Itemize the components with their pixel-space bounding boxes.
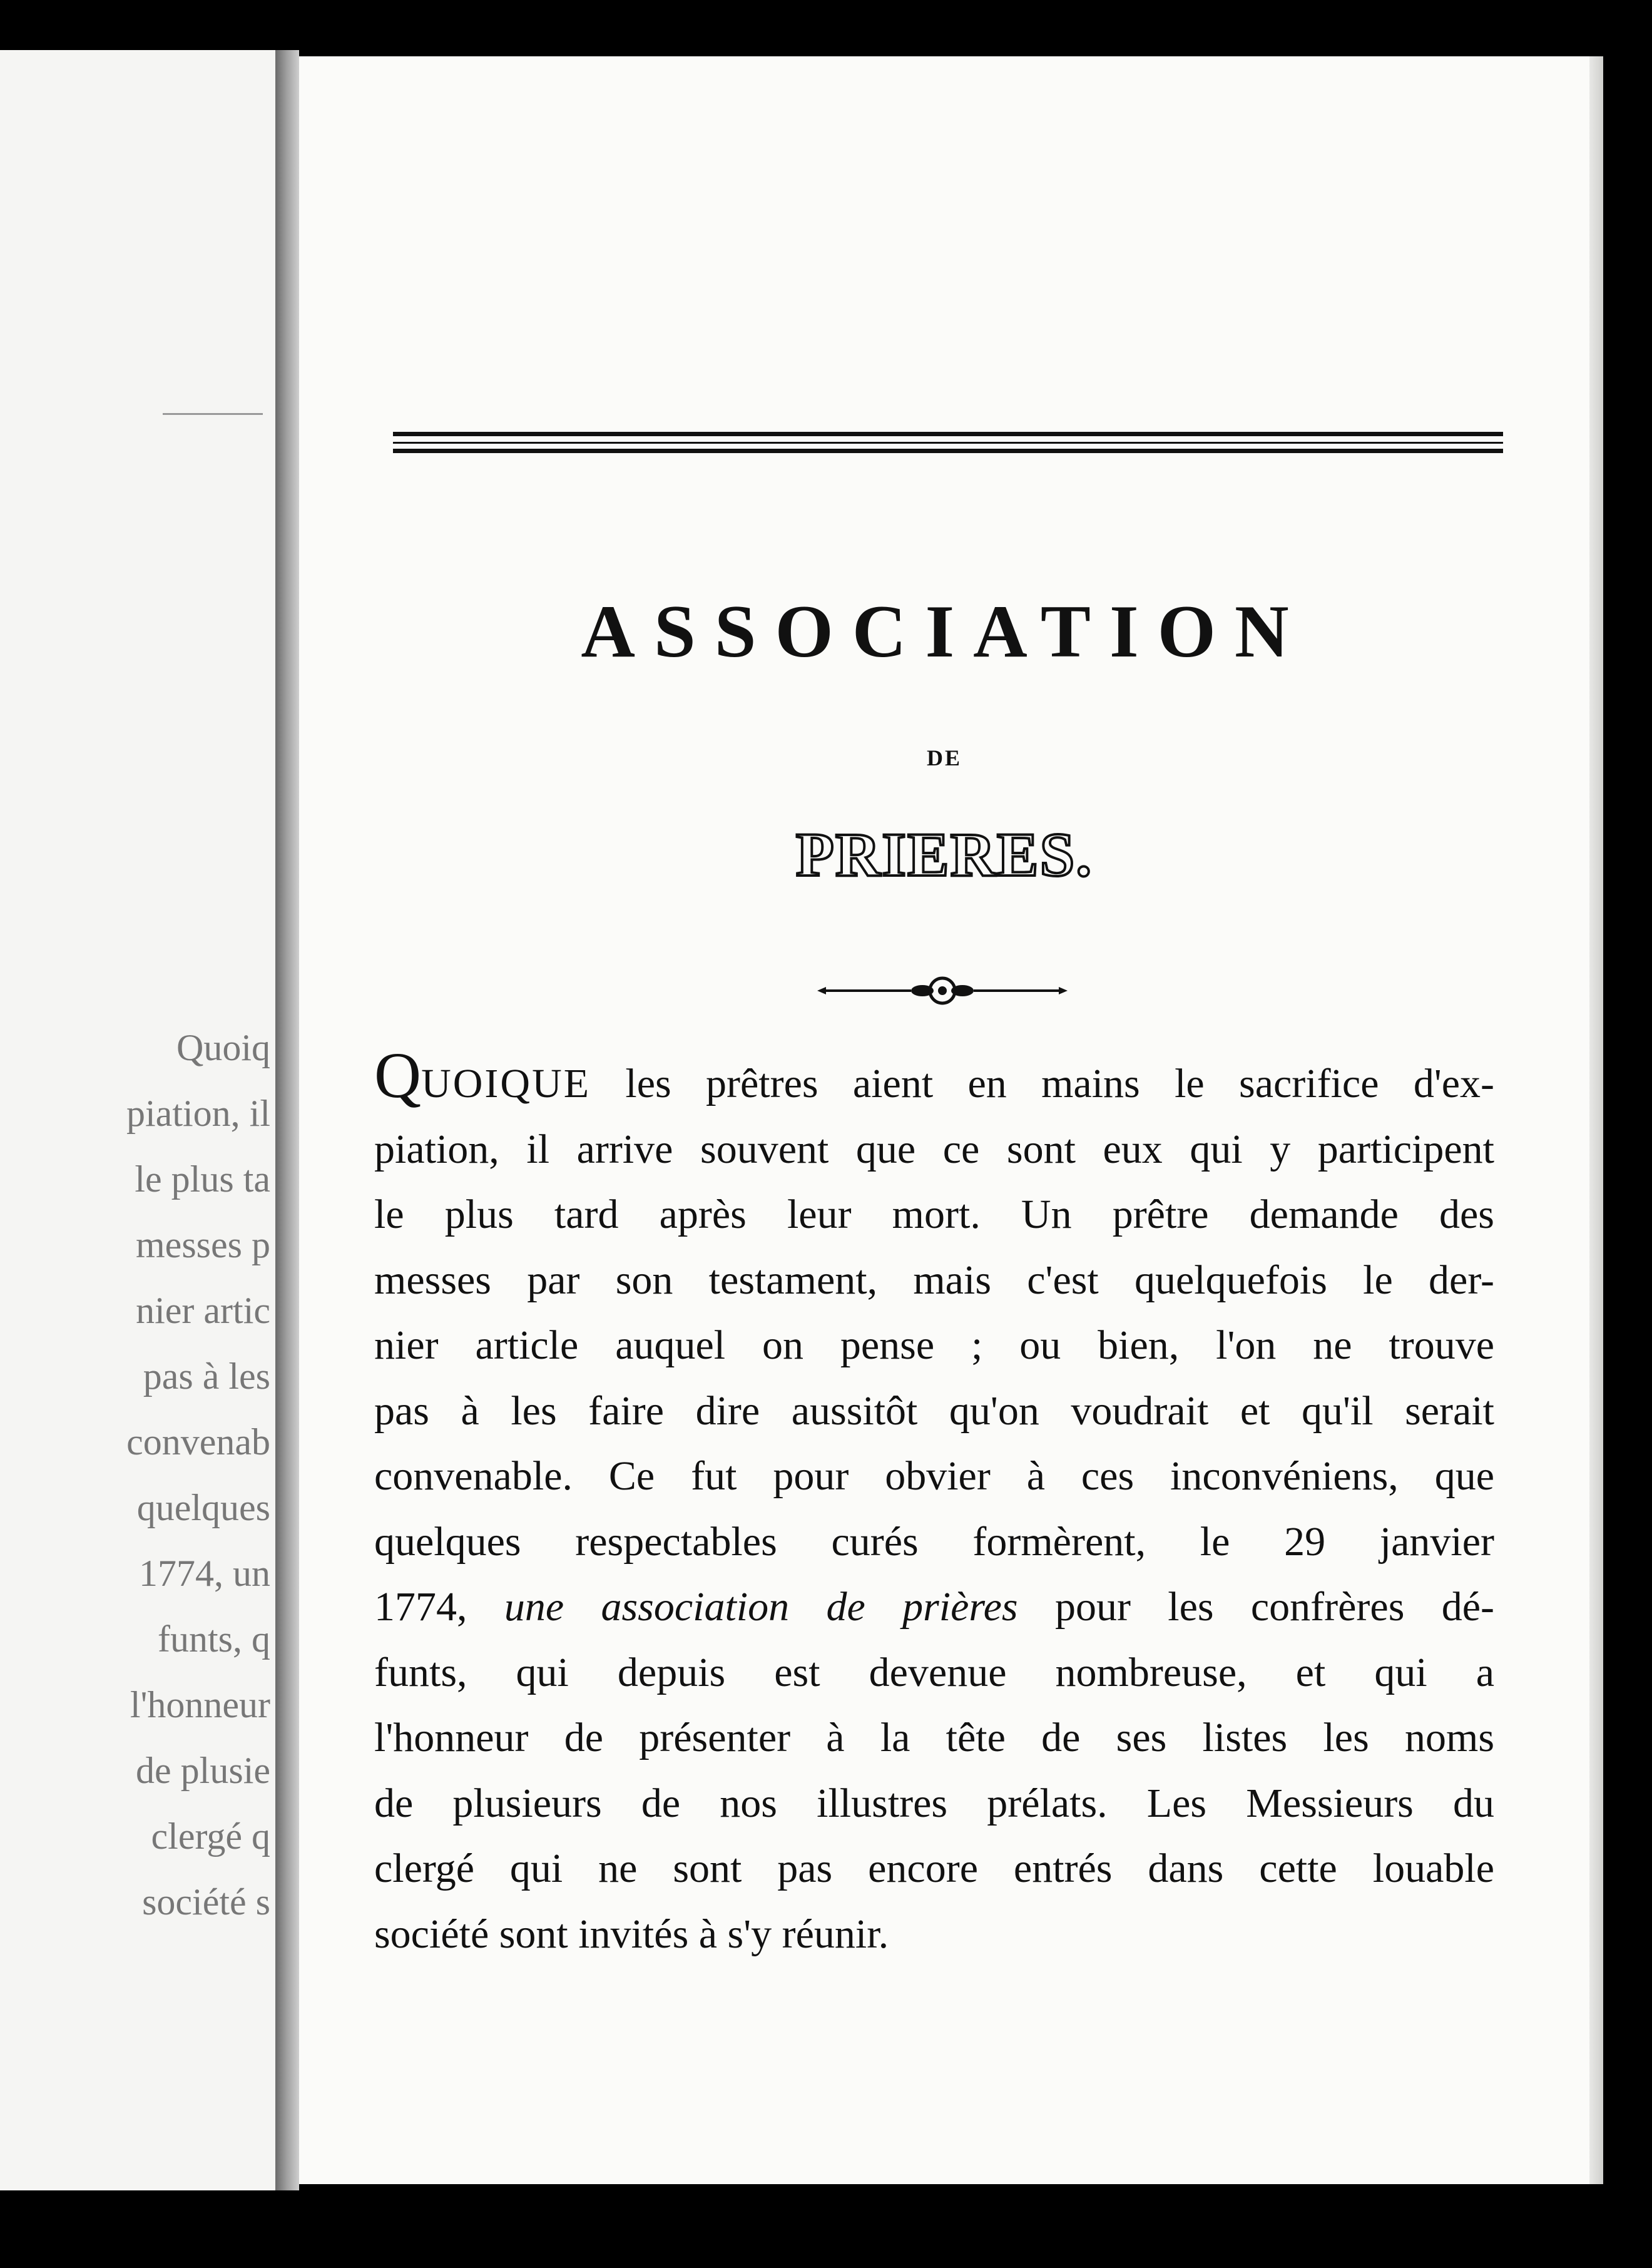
body-line: pas à les faire dire aussitôt qu'on voudrait et qu'il serait <box>374 1387 1494 1434</box>
body-text: les prêtres aient en mains le sacrifice d'ex- <box>591 1061 1494 1106</box>
page-edge <box>1589 56 1603 2184</box>
facing-page-fragment: 1774, un <box>139 1553 270 1594</box>
body-text: 1774, <box>374 1584 504 1630</box>
header-double-rule <box>393 432 1503 453</box>
body-line: de plusieurs de nos illustres prélats. Les Messieurs du <box>374 1780 1494 1826</box>
page-title: ASSOCIATION <box>581 590 1308 673</box>
ornament-divider <box>817 969 1068 1013</box>
facing-page-fragment: l'honneur <box>130 1684 270 1725</box>
body-line: le plus tard après leur mort. Un prêtre demande des <box>374 1192 1494 1237</box>
facing-page-fragment: de plusie <box>136 1750 270 1791</box>
facing-page-fragment: société s <box>142 1881 270 1923</box>
facing-page-fragment: messes p <box>136 1224 270 1265</box>
page <box>299 56 1589 2184</box>
lead-word: UOIQUE <box>421 1061 591 1106</box>
book-gutter <box>275 50 299 2190</box>
facing-page-fragment: nier artic <box>136 1290 270 1331</box>
facing-page-fragment: le plus ta <box>135 1158 270 1200</box>
facing-page-fragment: clergé q <box>151 1816 270 1857</box>
body-line: convenable. Ce fut pour obvier à ces inconvéniens, que <box>374 1453 1494 1499</box>
facing-page-fragment: convenab <box>126 1421 270 1463</box>
body-line: nier article auquel on pense ; ou bien, l'on ne trouve <box>374 1322 1494 1368</box>
italic-phrase: une association de prières <box>504 1584 1018 1630</box>
body-line: piation, il arrive souvent que ce sont eux qui y participent <box>374 1126 1494 1172</box>
facing-page-rule <box>163 413 263 415</box>
body-line: clergé qui ne sont pas encore entrés dans cette louable <box>374 1846 1494 1891</box>
facing-page-fragment: funts, q <box>158 1618 270 1660</box>
body-line: messes par son testament, mais c'est quelquefois le der- <box>374 1257 1494 1303</box>
title-connector: DE <box>926 745 962 770</box>
facing-page-fragment: piation, il <box>126 1093 270 1134</box>
body-line: société sont invités à s'y réunir. <box>374 1911 889 1957</box>
drop-cap: Q <box>374 1040 422 1111</box>
facing-page-fragment: pas à les <box>143 1356 270 1397</box>
body-line: l'honneur de présenter à la tête de ses listes les noms <box>374 1715 1494 1760</box>
body-text: pour les confrères dé- <box>1017 1584 1494 1630</box>
body-line: quelques respectables curés formèrent, le 29 janvier <box>374 1518 1494 1565</box>
facing-page-fragment: quelques <box>136 1487 270 1528</box>
body-line <box>374 1575 1494 1640</box>
body-line: funts, qui depuis est devenue nombreuse, et qui a <box>374 1649 1494 1695</box>
facing-page-fragment: Quoiq <box>176 1027 270 1068</box>
body-line <box>374 1040 1494 1117</box>
facing-page <box>0 50 275 2190</box>
body-paragraph <box>374 1040 1494 1967</box>
page-subtitle: PRIERES. <box>795 820 1093 889</box>
